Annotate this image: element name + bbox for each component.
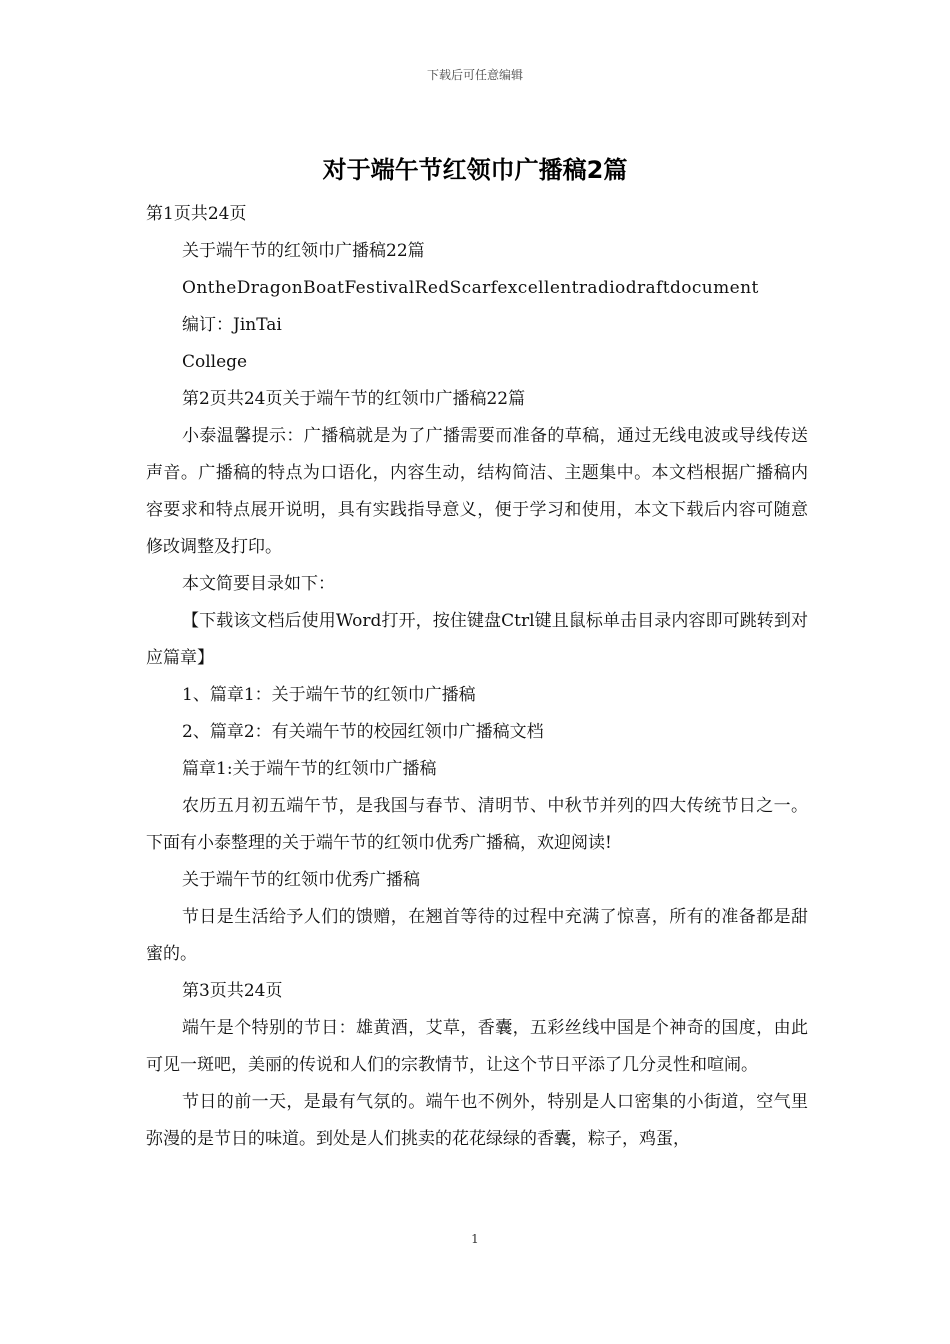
header-note: 下载后可任意编辑 [426, 68, 523, 82]
page-marker-heading: 第2页共24页关于端午节的红领巾广播稿22篇 [182, 389, 526, 409]
subtitle-line: 关于端午节的红领巾广播稿22篇 [182, 241, 425, 261]
chapter-paragraph-2: 节日是生活给予人们的馈赠，在翘首等待的过程中充满了惊喜，所有的准备都是甜蜜的。 [146, 907, 808, 964]
english-title-line: OntheDragonBoatFestivalRedScarfexcellentradiodraftdocument [182, 278, 759, 298]
chapter-paragraph-4: 节日的前一天，是最有气氛的。端午也不例外，特别是人口密集的小街道，空气里弥漫的是节日的味道。到处是人们挑卖的花花绿绿的香囊，粽子，鸡蛋， [146, 1092, 808, 1149]
toc-item-1[interactable]: 1、篇章1：关于端午节的红领巾广播稿 [182, 685, 476, 705]
document-title: 对于端午节红领巾广播稿2篇 [322, 156, 628, 184]
page-number: 1 [471, 1232, 479, 1246]
section-heading: 关于端午节的红领巾优秀广播稿 [182, 870, 420, 890]
document-body [146, 196, 808, 1158]
page-marker: 第1页共24页 [146, 204, 247, 224]
toc-intro: 本文简要目录如下： [182, 574, 335, 594]
chapter-paragraph-1: 农历五月初五端午节，是我国与春节、清明节、中秋节并列的四大传统节日之一。下面有小泰整理的关于端午节的红领巾优秀广播稿，欢迎阅读! [146, 796, 808, 853]
chapter-heading: 篇章1:关于端午节的红领巾广播稿 [182, 759, 437, 779]
editor-line: 编订：JinTai [182, 315, 282, 335]
chapter-paragraph-3: 端午是个特别的节日：雄黄酒，艾草，香囊，五彩丝线中国是个神奇的国度，由此可见一斑吧，美丽的传说和人们的宗教情节，让这个节日平添了几分灵性和喧闹。 [146, 1018, 808, 1075]
intro-paragraph: 小泰温馨提示：广播稿就是为了广播需要而准备的草稿，通过无线电波或导线传送声音。广播稿的特点为口语化，内容生动，结构简洁、主题集中。本文档根据广播稿内容要求和特点展开说明，具有实践指导意义，便于学习和使用，本文下载后内容可随意修改调整及打印。 [146, 426, 808, 557]
page-marker-3: 第3页共24页 [182, 981, 283, 1001]
college-line: College [182, 352, 248, 372]
toc-item-2[interactable]: 2、篇章2：有关端午节的校园红领巾广播稿文档 [182, 722, 544, 742]
toc-instruction: 【下载该文档后使用Word打开，按住键盘Ctrl键且鼠标单击目录内容即可跳转到对应篇章】 [146, 611, 808, 668]
